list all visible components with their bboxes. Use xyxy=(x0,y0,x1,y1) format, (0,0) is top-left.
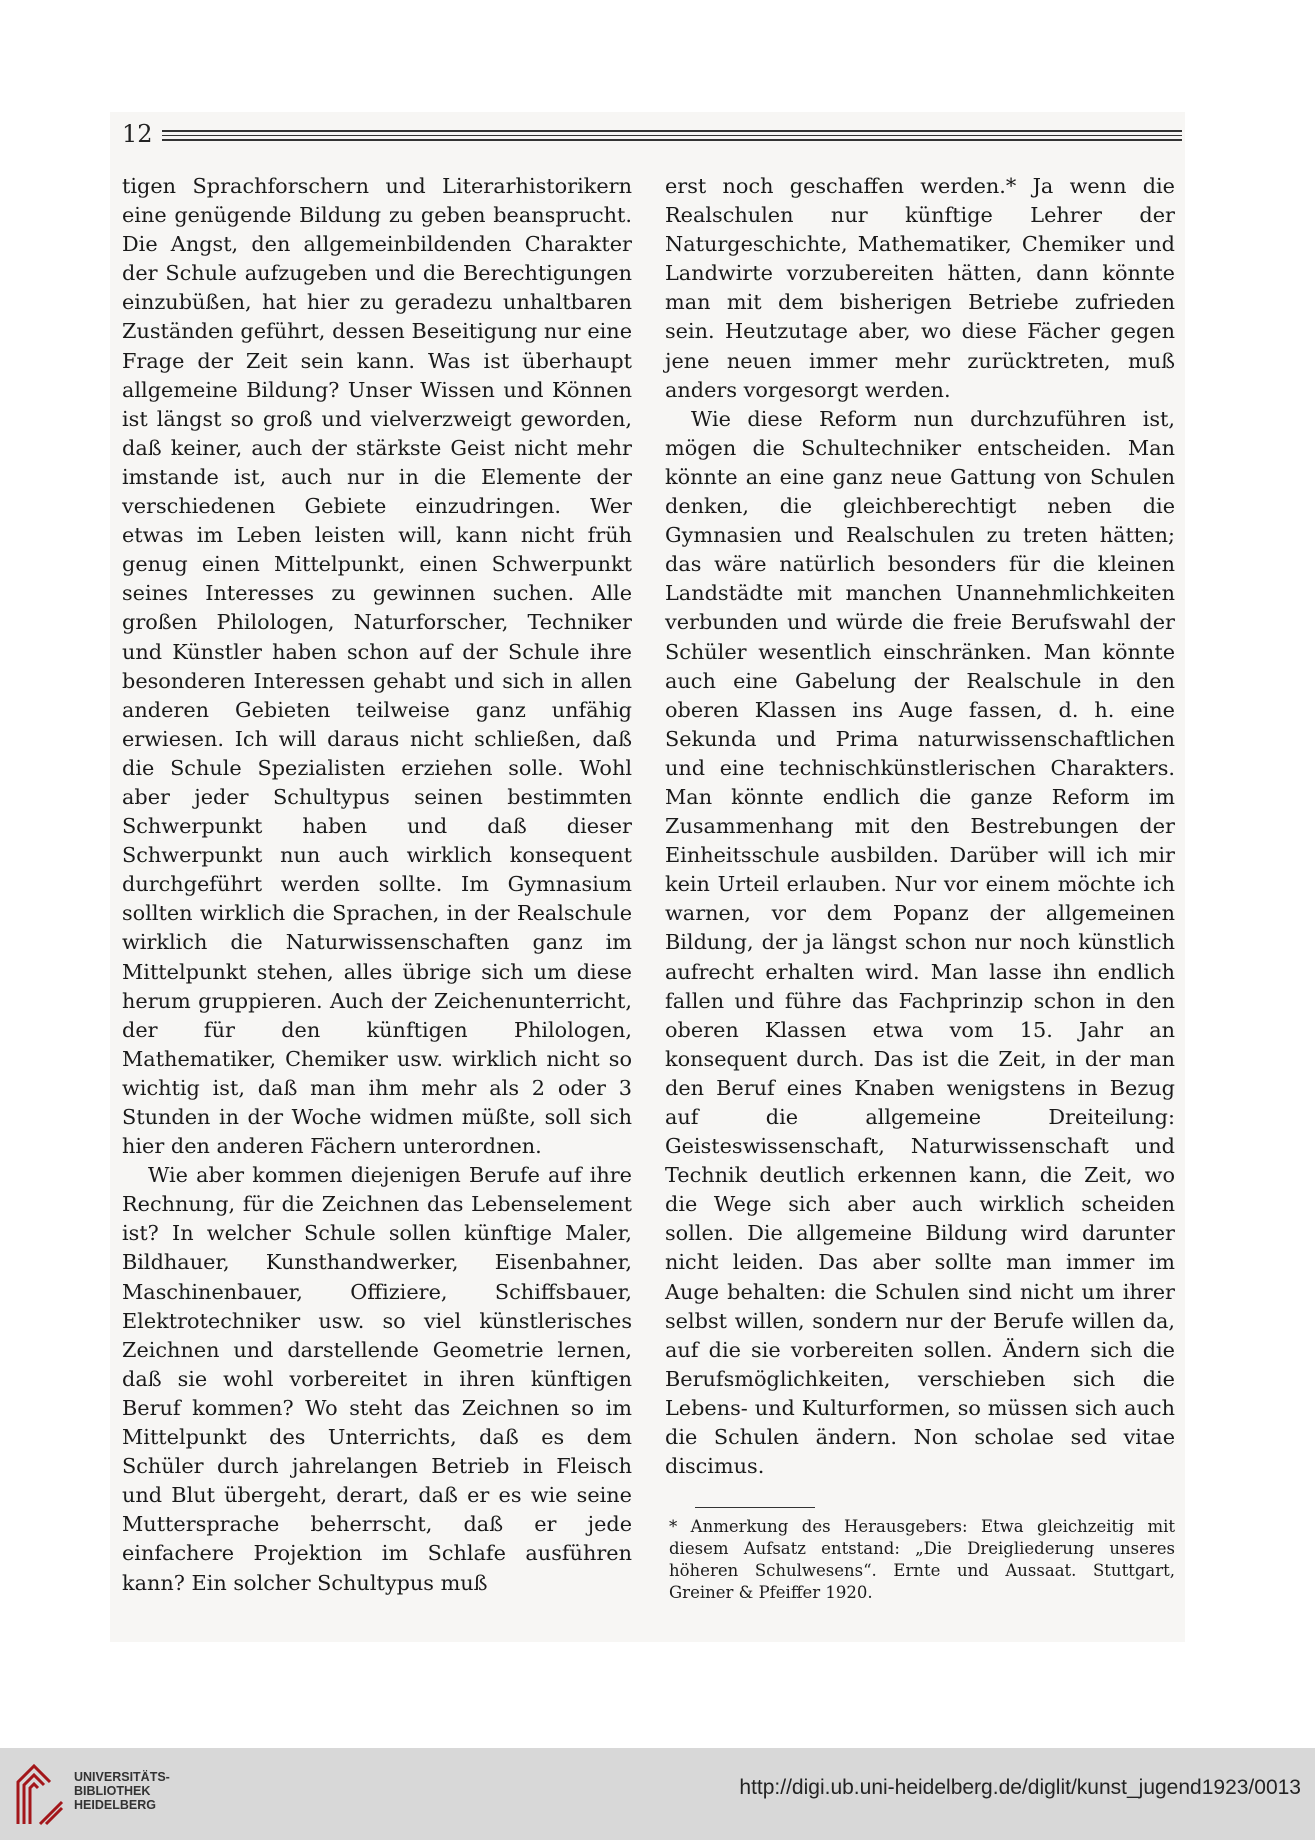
paragraph: erst noch geschaffen werden.* Ja wenn die Realschulen nur künftige Lehrer der Naturgeschichte, Mathematiker, Chemiker und Landwirte vorzubereiten hätten, dann könnte man mit dem bisherigen Betriebe zufrieden sein. Heutzutage aber, wo diese Fächer gegen jene neuen immer mehr zurücktreten, muß anders vorgesorgt werden. xyxy=(665,174,1175,402)
library-name-line: UNIVERSITÄTS- xyxy=(74,1770,170,1784)
page-number: 12 xyxy=(122,120,153,148)
paragraph: Wie diese Reform nun durchzuführen ist, mögen die Schultechniker entscheiden. Man könnte an eine ganz neue Gattung von Schulen denken, die gleichberechtigt neben die Gymnasien und Realschulen zu treten hätten; das wäre natürlich besonders für die kleinen Landstädte mit manchen Unannehmlichkeiten verbunden und würde die freie Berufswahl der Schüler wesentlich einschränken. Man könnte auch eine Gabelung der Realschule in den oberen Klassen ins Auge fassen, d. h. eine Sekunda und Prima naturwissenschaftlichen und eine technischkünstlerischen Charakters. Man könnte endlich die ganze Reform im Zusammenhang mit den Bestrebungen der Einheitsschule ausbilden. Darüber will ich mir kein Urteil erlauben. Nur vor einem möchte ich warnen, vor dem Popanz der allgemeinen Bildung, der ja längst schon nur noch künstlich aufrecht erhalten wird. Man lasse ihn endlich fallen und führe das Fachprinzip schon in den oberen Klassen etwa vom 15. Jahr an konsequent durch. Das ist die Zeit, in der man den Beruf eines Knaben wenigstens in Bezug auf die allgemeine Dreiteilung: Geisteswissenschaft, Naturwissenschaft und Technik deutlich erkennen kann, die Zeit, wo die Wege sich aber auch wirklich scheiden sollen. Die allgemeine Bildung wird darunter nicht leiden. Das aber sollte man immer im Auge behalten: die Schulen sind nicht um ihrer selbst willen, sondern nur der Berufe willen da, auf die sie vorbereiten sollen. Ändern sich die Berufsmöglichkeiten, verschieben sich die Lebens- und Kulturformen, so müssen sich auch die Schulen ändern. Non scholae sed vitae discimus. xyxy=(665,406,1175,1479)
left-column xyxy=(122,172,632,1598)
library-name-line: BIBLIOTHEK xyxy=(74,1784,151,1798)
header-rule xyxy=(162,139,1182,141)
right-column xyxy=(665,172,1175,1604)
header-rule xyxy=(162,130,1182,132)
library-name-line: HEIDELBERG xyxy=(74,1798,156,1812)
paragraph: Wie aber kommen diejenigen Berufe auf ihre Rechnung, für die Zeichnen das Lebenselement ist? In welcher Schule sollen künftige Maler, Bildhauer, Kunsthandwerker, Eisenbahner, Maschinenbauer, Offiziere, Schiffsbauer, Elektrotechniker usw. so viel künstlerisches Zeichnen und darstellende Geometrie lernen, daß sie wohl vorbereitet in ihren künftigen Beruf kommen? Wo steht das Zeichnen so im Mittelpunkt des Unterrichts, daß es dem Schüler durch jahrelangen Betrieb in Fleisch und Blut übergeht, derart, daß er es wie seine Muttersprache beherrscht, daß er jede einfachere Projektion im Schlafe ausführen kann? Ein solcher Schultypus muß xyxy=(122,1163,632,1595)
page-header xyxy=(122,120,1182,150)
library-name xyxy=(74,1770,170,1812)
scanned-page xyxy=(110,112,1185,1642)
header-rule xyxy=(162,135,1182,136)
paragraph: tigen Sprachforschern und Literarhistorikern eine genügende Bildung zu geben beansprucht. Die Angst, den allgemeinbildenden Charakter der Schule aufzugeben und die Berechtigungen einzubüßen, hat hier zu geradezu unhaltbaren Zuständen geführt, dessen Beseitigung nur eine Frage der Zeit sein kann. Was ist überhaupt allgemeine Bildung? Unser Wissen und Können ist längst so groß und vielverzweigt geworden, daß keiner, auch der stärkste Geist nicht mehr imstande ist, auch nur in die Elemente der verschiedenen Gebiete einzudringen. Wer etwas im Leben leisten will, kann nicht früh genug einen Mittelpunkt, einen Schwerpunkt seines Interesses zu gewinnen suchen. Alle großen Philologen, Naturforscher, Techniker und Künstler haben schon auf der Schule ihre besonderen Interessen gehabt und sich in allen anderen Gebieten teilweise ganz unfähig erwiesen. Ich will daraus nicht schließen, daß die Schule Spezialisten erziehen solle. Wohl aber jeder Schultypus seinen bestimmten Schwerpunkt haben und daß dieser Schwerpunkt nun auch wirklich konsequent durchgeführt werden sollte. Im Gymnasium sollten wirklich die Sprachen, in der Realschule wirklich die Naturwissenschaften ganz im Mittelpunkt stehen, alles übrige sich um diese herum gruppieren. Auch der Zeichenunterricht, der für den künftigen Philologen, Mathematiker, Chemiker usw. wirklich nicht so wichtig ist, daß man ihm mehr als 2 oder 3 Stunden in der Woche widmen müßte, soll sich hier den anderen Fächern unterordnen. xyxy=(122,174,632,1159)
footer-bar xyxy=(0,1748,1315,1840)
permalink-url[interactable]: http://digi.ub.uni-heidelberg.de/diglit/kunst_jugend1923/0013 xyxy=(739,1776,1301,1799)
footnote-separator xyxy=(695,1507,815,1508)
library-logo-icon xyxy=(14,1758,66,1828)
footnote: * Anmerkung des Herausgebers: Etwa gleichzeitig mit diesem Aufsatz entstand: „Die Dreigliederung unseres höheren Schulwesens“. Ernte und Aussaat. Stuttgart, Greiner & Pfeiffer 1920. xyxy=(669,1517,1175,1603)
